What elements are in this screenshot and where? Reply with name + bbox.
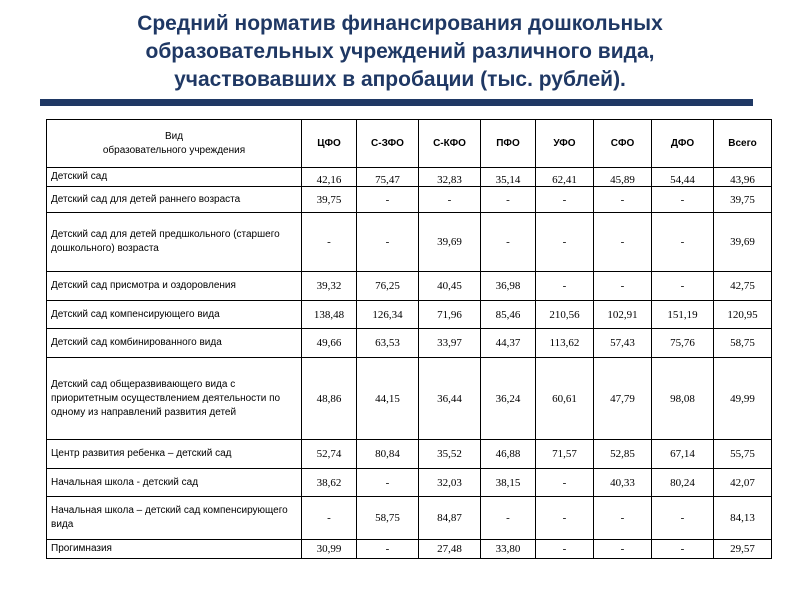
row-value: 71,96	[419, 301, 481, 329]
slide-title-line-1: Средний норматив финансирования дошкольных	[137, 12, 663, 35]
row-value: -	[652, 187, 714, 213]
row-value: 63,53	[357, 329, 419, 358]
row-value: 38,15	[481, 469, 536, 497]
row-value: 42,75	[714, 272, 772, 301]
row-name: Детский сад комбинированного вида	[47, 329, 302, 358]
row-name: Детский сад	[47, 168, 302, 187]
row-value: -	[536, 540, 594, 559]
row-value: 85,46	[481, 301, 536, 329]
header-column: ЦФО	[302, 120, 357, 168]
row-value: -	[652, 213, 714, 272]
row-value: 80,24	[652, 469, 714, 497]
row-value: -	[536, 187, 594, 213]
row-value: -	[652, 272, 714, 301]
row-value: 32,83	[419, 168, 481, 187]
row-value: 43,96	[714, 168, 772, 187]
header-column: С-ЗФО	[357, 120, 419, 168]
row-value: 48,86	[302, 358, 357, 440]
row-value: -	[357, 213, 419, 272]
row-value: -	[594, 272, 652, 301]
row-value: 29,57	[714, 540, 772, 559]
row-value: 76,25	[357, 272, 419, 301]
row-value: 39,32	[302, 272, 357, 301]
row-value: 40,33	[594, 469, 652, 497]
row-value: 67,14	[652, 440, 714, 469]
row-value: 49,99	[714, 358, 772, 440]
financing-table	[46, 119, 772, 559]
row-value: 35,14	[481, 168, 536, 187]
row-value: 39,69	[714, 213, 772, 272]
table-row	[47, 213, 772, 272]
row-value: 32,03	[419, 469, 481, 497]
header-institution-type-line-2: образовательного учреждения	[102, 144, 246, 156]
row-value: -	[357, 187, 419, 213]
row-value: 102,91	[594, 301, 652, 329]
row-value: 36,98	[481, 272, 536, 301]
row-value: 39,75	[302, 187, 357, 213]
row-value: 98,08	[652, 358, 714, 440]
header-column: ДФО	[652, 120, 714, 168]
row-value: 60,61	[536, 358, 594, 440]
row-value: 46,88	[481, 440, 536, 469]
row-value: -	[357, 469, 419, 497]
table-row	[47, 187, 772, 213]
row-value: -	[357, 540, 419, 559]
header-column: ПФО	[481, 120, 536, 168]
row-value: -	[419, 187, 481, 213]
header-column: Всего	[714, 120, 772, 168]
row-value: -	[481, 187, 536, 213]
row-name: Детский сад компенсирующего вида	[47, 301, 302, 329]
financing-table-container	[46, 119, 771, 555]
row-name: Начальная школа - детский сад	[47, 469, 302, 497]
row-value: 75,76	[652, 329, 714, 358]
table-header-row	[47, 120, 772, 168]
row-value: 71,57	[536, 440, 594, 469]
row-value: 27,48	[419, 540, 481, 559]
row-value: 113,62	[536, 329, 594, 358]
row-value: 151,19	[652, 301, 714, 329]
title-underline-bar	[40, 99, 753, 106]
row-value: 45,89	[594, 168, 652, 187]
row-value: -	[594, 213, 652, 272]
row-value: 84,13	[714, 497, 772, 540]
row-value: -	[652, 540, 714, 559]
row-name: Детский сад для детей раннего возраста	[47, 187, 302, 213]
row-value: 75,47	[357, 168, 419, 187]
slide-title	[40, 10, 760, 94]
row-value: -	[594, 540, 652, 559]
row-value: 62,41	[536, 168, 594, 187]
row-value: 126,34	[357, 301, 419, 329]
row-value: 57,43	[594, 329, 652, 358]
row-value: 210,56	[536, 301, 594, 329]
row-name: Детский сад общеразвивающего вида с приоритетным осуществлением деятельности по одному из направлений развития детей	[47, 358, 302, 440]
row-name: Прогимназия	[47, 540, 302, 559]
row-value: 138,48	[302, 301, 357, 329]
row-value: -	[594, 497, 652, 540]
row-value: 58,75	[714, 329, 772, 358]
table-row	[47, 540, 772, 559]
row-value: 42,16	[302, 168, 357, 187]
row-name: Центр развития ребенка – детский сад	[47, 440, 302, 469]
row-name: Детский сад присмотра и оздоровления	[47, 272, 302, 301]
row-value: 30,99	[302, 540, 357, 559]
row-value: -	[302, 213, 357, 272]
row-value: -	[481, 213, 536, 272]
table-row	[47, 358, 772, 440]
header-column: УФО	[536, 120, 594, 168]
row-value: 49,66	[302, 329, 357, 358]
row-value: 39,69	[419, 213, 481, 272]
row-value: 55,75	[714, 440, 772, 469]
row-value: -	[536, 469, 594, 497]
row-value: 36,24	[481, 358, 536, 440]
row-value: 52,74	[302, 440, 357, 469]
row-value: 44,37	[481, 329, 536, 358]
row-value: 33,97	[419, 329, 481, 358]
row-value: 58,75	[357, 497, 419, 540]
row-value: -	[481, 497, 536, 540]
row-value: -	[594, 187, 652, 213]
row-value: 39,75	[714, 187, 772, 213]
table-row	[47, 168, 772, 187]
header-column: С-КФО	[419, 120, 481, 168]
header-institution-type	[47, 120, 302, 168]
slide-title-line-2: образовательных учреждений различного вида,	[145, 40, 655, 63]
row-value: -	[536, 497, 594, 540]
row-value: 120,95	[714, 301, 772, 329]
row-value: 54,44	[652, 168, 714, 187]
table-row	[47, 301, 772, 329]
table-row	[47, 440, 772, 469]
row-value: 38,62	[302, 469, 357, 497]
header-column: СФО	[594, 120, 652, 168]
row-value: 42,07	[714, 469, 772, 497]
table-row	[47, 469, 772, 497]
table-row	[47, 272, 772, 301]
slide-title-line-3: участвовавших в апробации (тыс. рублей).	[174, 68, 626, 91]
row-value: 33,80	[481, 540, 536, 559]
row-value: 84,87	[419, 497, 481, 540]
table-row	[47, 497, 772, 540]
row-value: -	[536, 213, 594, 272]
row-value: 80,84	[357, 440, 419, 469]
row-name: Детский сад для детей предшкольного (старшего дошкольного) возраста	[47, 213, 302, 272]
row-value: 36,44	[419, 358, 481, 440]
row-value: 52,85	[594, 440, 652, 469]
row-value: 35,52	[419, 440, 481, 469]
row-value: -	[536, 272, 594, 301]
row-value: 44,15	[357, 358, 419, 440]
row-value: -	[302, 497, 357, 540]
row-value: 47,79	[594, 358, 652, 440]
header-institution-type-line-1: Вид	[164, 130, 184, 142]
row-value: -	[652, 497, 714, 540]
row-value: 40,45	[419, 272, 481, 301]
table-row	[47, 329, 772, 358]
row-name: Начальная школа – детский сад компенсирующего вида	[47, 497, 302, 540]
